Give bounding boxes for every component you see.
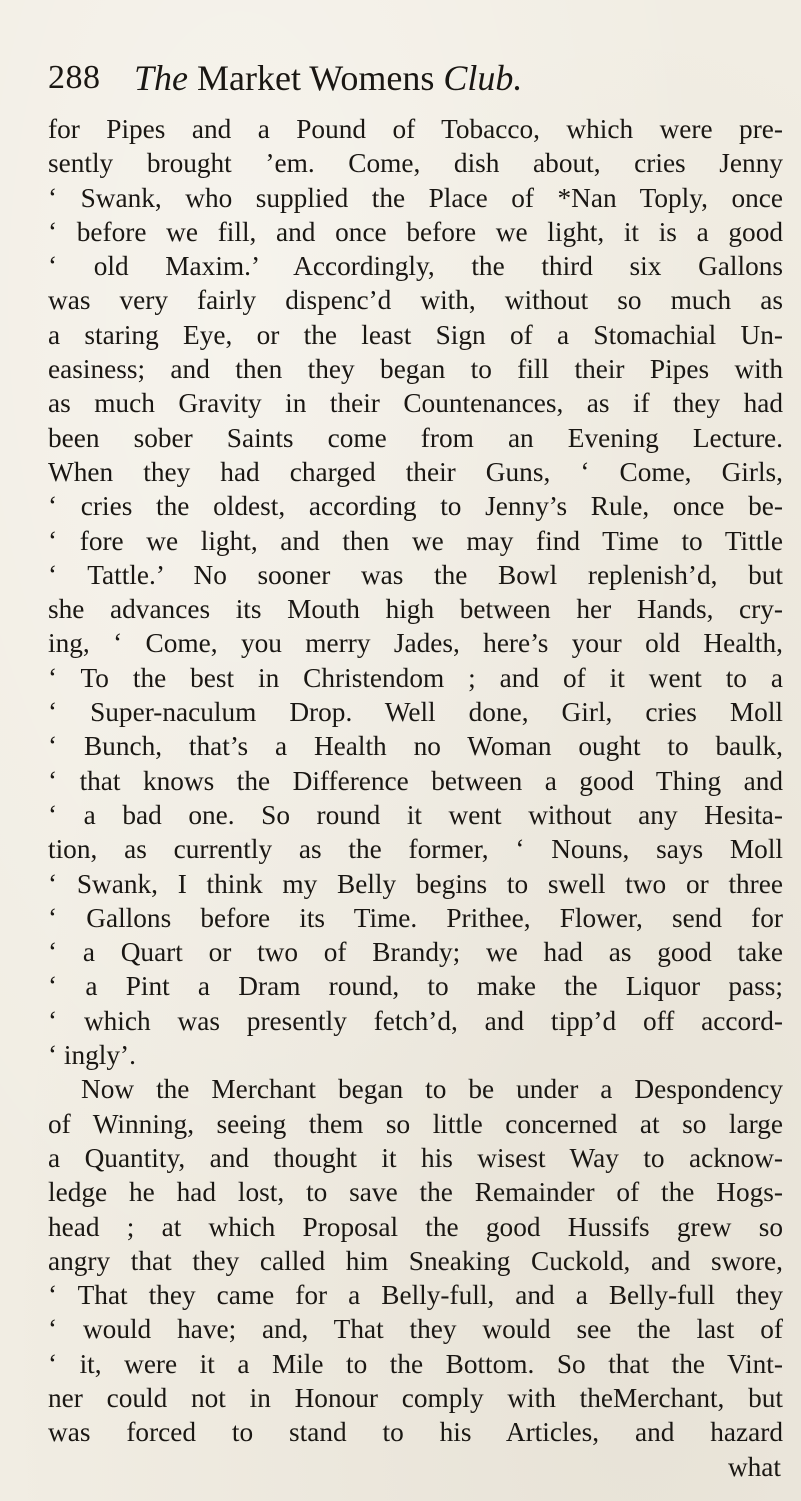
text-line: for Pipes and a Pound of Tobacco, which were pre- xyxy=(48,114,783,144)
text-line: ‘ Swank, who supplied the Place of *Nan Toply, once xyxy=(48,182,783,213)
text-line: ‘ it, were it a Mile to the Bottom. So that the Vint- xyxy=(48,1348,783,1379)
text-line: ner could not in Honour comply with theMerchant, but xyxy=(48,1382,783,1413)
text-line: ‘ Gallons before its Time. Prithee, Flower, send for xyxy=(48,902,783,933)
text-line: ‘ a Quart or two of Brandy; we had as good take xyxy=(48,937,783,968)
text-line: of Winning, seeing them so little concerned at so large xyxy=(48,1108,783,1139)
running-head-club: Club. xyxy=(443,58,523,98)
text-line: ‘ Bunch, that’s a Health no Woman ought to baulk, xyxy=(48,731,783,762)
running-head-market-womens: Market Womens xyxy=(197,58,435,98)
text-line: she advances its Mouth high between her Hands, cry- xyxy=(48,594,783,625)
text-line: ‘ before we fill, and once before we light, it is a good xyxy=(48,216,783,247)
text-line: head ; at which Proposal the good Hussifs grew so xyxy=(48,1211,783,1242)
running-head xyxy=(134,58,522,98)
text-line: ‘ a Pint a Dram round, to make the Liquor pass; xyxy=(48,971,783,1002)
text-line: ‘ Super-naculum Drop. Well done, Girl, cries Moll xyxy=(48,697,783,728)
text-line: was very fairly dispenc’d with, without so much as xyxy=(48,285,783,316)
text-line: ‘ ingly’. xyxy=(48,1040,136,1071)
text-line: tion, as currently as the former, ‘ Nouns, says Moll xyxy=(48,834,783,865)
text-line: When they had charged their Guns, ‘ Come, Girls, xyxy=(48,456,783,487)
text-line: ‘ cries the oldest, according to Jenny’s Rule, once be- xyxy=(48,491,783,522)
text-line: ing, ‘ Come, you merry Jades, here’s your old Health, xyxy=(48,628,783,659)
text-line: easiness; and then they began to fill their Pipes with xyxy=(48,354,783,385)
text-line: ‘ Tattle.’ No sooner was the Bowl replenish’d, but xyxy=(48,559,783,590)
text-line: a Quantity, and thought it his wisest Way to acknow- xyxy=(48,1142,783,1173)
text-line: angry that they called him Sneaking Cuckold, and swore, xyxy=(48,1245,783,1276)
text-line: ‘ That they came for a Belly-full, and a Belly-full they xyxy=(48,1280,783,1311)
text-line: ‘ old Maxim.’ Accordingly, the third six Gallons xyxy=(48,251,783,282)
catchword: what xyxy=(727,1451,781,1482)
text-line: ‘ a bad one. So round it went without any Hesita- xyxy=(48,799,783,830)
text-line: ‘ Swank, I think my Belly begins to swell two or three xyxy=(48,868,783,899)
text-line: ledge he had lost, to save the Remainder of the Hogs- xyxy=(48,1177,783,1208)
page-header xyxy=(48,58,768,104)
text-line: Now the Merchant began to be under a Despondency xyxy=(81,1074,783,1105)
text-line: been sober Saints come from an Evening Lecture. xyxy=(48,422,783,453)
text-line: a staring Eye, or the least Sign of a Stomachial Un- xyxy=(48,319,783,350)
body-text xyxy=(48,112,783,1484)
text-line: was forced to stand to his Articles, and hazard xyxy=(48,1417,783,1448)
text-line: ‘ that knows the Difference between a good Thing and xyxy=(48,765,783,796)
text-line: ‘ fore we light, and then we may find Time to Tittle xyxy=(48,525,783,556)
running-head-the: The xyxy=(134,58,188,98)
text-line: ‘ which was presently fetch’d, and tipp’d off accord- xyxy=(48,1005,783,1036)
text-line: ‘ would have; and, That they would see the last of xyxy=(48,1314,783,1345)
text-line: sently brought ’em. Come, dish about, cries Jenny xyxy=(48,148,783,179)
page-number: 288 xyxy=(48,59,101,96)
text-line: ‘ To the best in Christendom ; and of it went to a xyxy=(48,662,783,693)
text-line: as much Gravity in their Countenances, as if they had xyxy=(48,388,783,419)
